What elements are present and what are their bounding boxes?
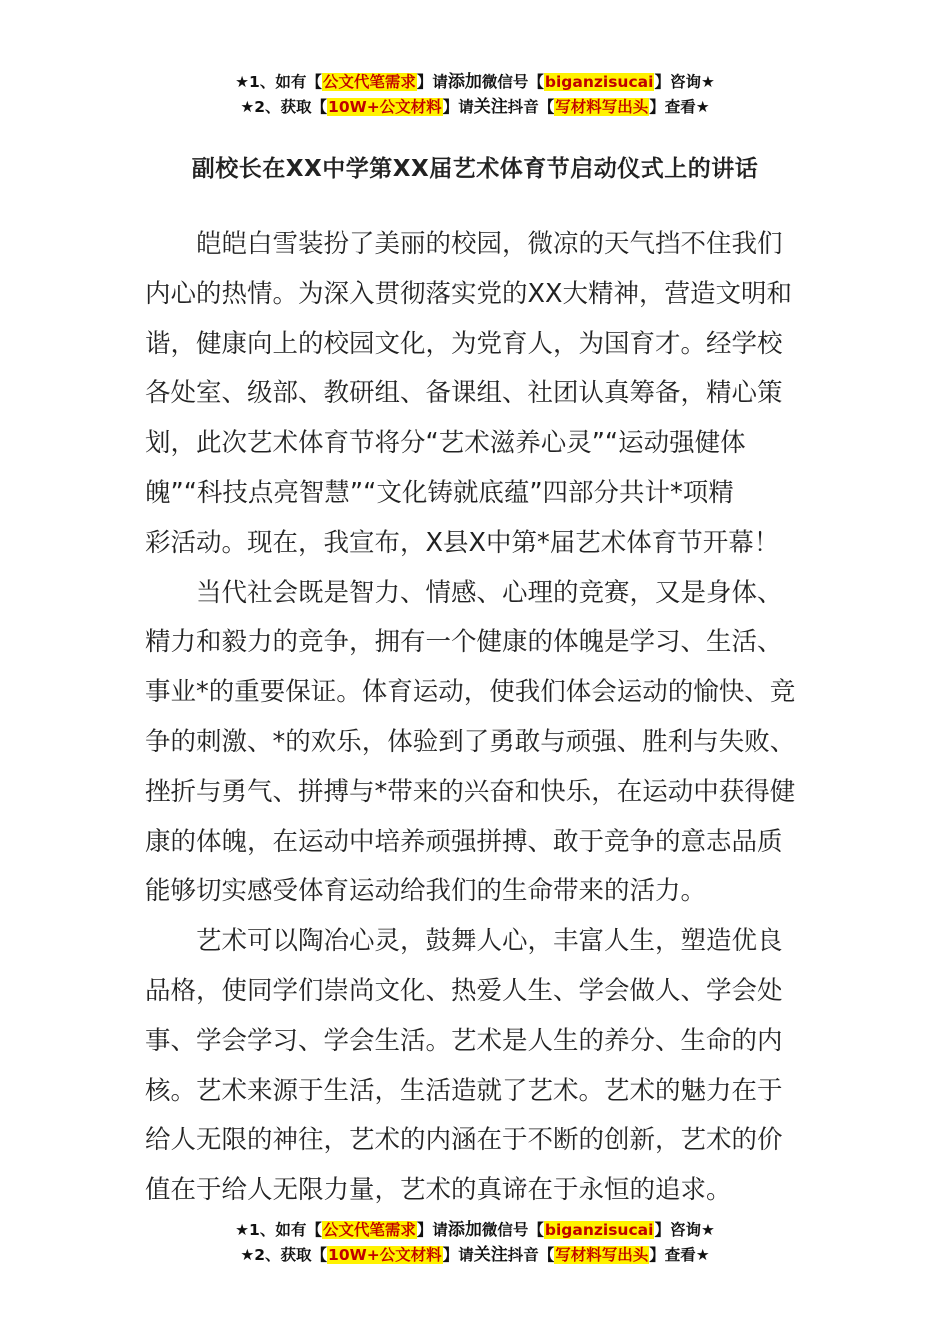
highlight-wechat-id: biganzisucai	[544, 1221, 654, 1239]
top-banner	[0, 70, 950, 120]
highlight-service: 公文代笔需求	[322, 73, 416, 91]
highlight-materials: 10W+公文材料	[328, 98, 442, 116]
banner-line-1: ★1、如有【公文代笔需求】请添加微信号【biganzisucai】咨询★	[235, 72, 715, 92]
highlight-douyin-account: 写材料写出头	[555, 98, 649, 116]
paragraph: 皑皑白雪装扮了美丽的校园，微凉的天气挡不住我们 内心的热情。为深入贯彻落实党的XX大精神，营造文明和 谐，健康向上的校园文化，为党育人，为国育才。经学校 各处室、级部、教研组、备课组、社团认真筹备，精心策 划，此次艺术体育节将分“艺术滋养心灵”“运动强健体 魄”“科技点亮智慧”“文化铸就底蕴”四部分共计*项精 彩活动。现在，我宣布，X县X中第*届艺术体育节开幕！	[145, 229, 792, 558]
banner-line-2: ★2、获取【10W+公文材料】请关注抖音【写材料写出头】查看★	[240, 97, 710, 117]
document-body	[145, 220, 810, 1216]
highlight-wechat-id: biganzisucai	[544, 73, 654, 91]
banner-line-2: ★2、获取【10W+公文材料】请关注抖音【写材料写出头】查看★	[240, 1245, 710, 1265]
paragraph: 当代社会既是智力、情感、心理的竞赛，又是身体、 精力和毅力的竞争，拥有一个健康的体魄是学习、生活、 事业*的重要保证。体育运动，使我们体会运动的愉快、竞 争的刺激、*的欢乐，体验到了勇敢与顽强、胜利与失败、 挫折与勇气、拼搏与*带来的兴奋和快乐，在运动中获得健 康的体魄，在运动中培养顽强拼搏、敢于竞争的意志品质 能够切实感受体育运动给我们的生命带来的活力。	[145, 577, 796, 907]
highlight-materials: 10W+公文材料	[328, 1246, 442, 1264]
paragraph: 艺术可以陶冶心灵，鼓舞人心，丰富人生，塑造优良 品格，使同学们崇尚文化、热爱人生、学会做人、学会处 事、学会学习、学会生活。艺术是人生的养分、生命的内 核。艺术来源于生活，生活造就了艺术。艺术的魅力在于 给人无限的神往，艺术的内涵在于不断的创新，艺术的价 值在于给人无限力量，艺术的真谛在于永恒的追求。	[145, 926, 783, 1206]
document-title: 副校长在XX中学第XX届艺术体育节启动仪式上的讲话	[191, 156, 759, 182]
bottom-banner	[0, 1218, 950, 1268]
highlight-douyin-account: 写材料写出头	[555, 1246, 649, 1264]
banner-line-1: ★1、如有【公文代笔需求】请添加微信号【biganzisucai】咨询★	[235, 1220, 715, 1240]
highlight-service: 公文代笔需求	[322, 1221, 416, 1239]
